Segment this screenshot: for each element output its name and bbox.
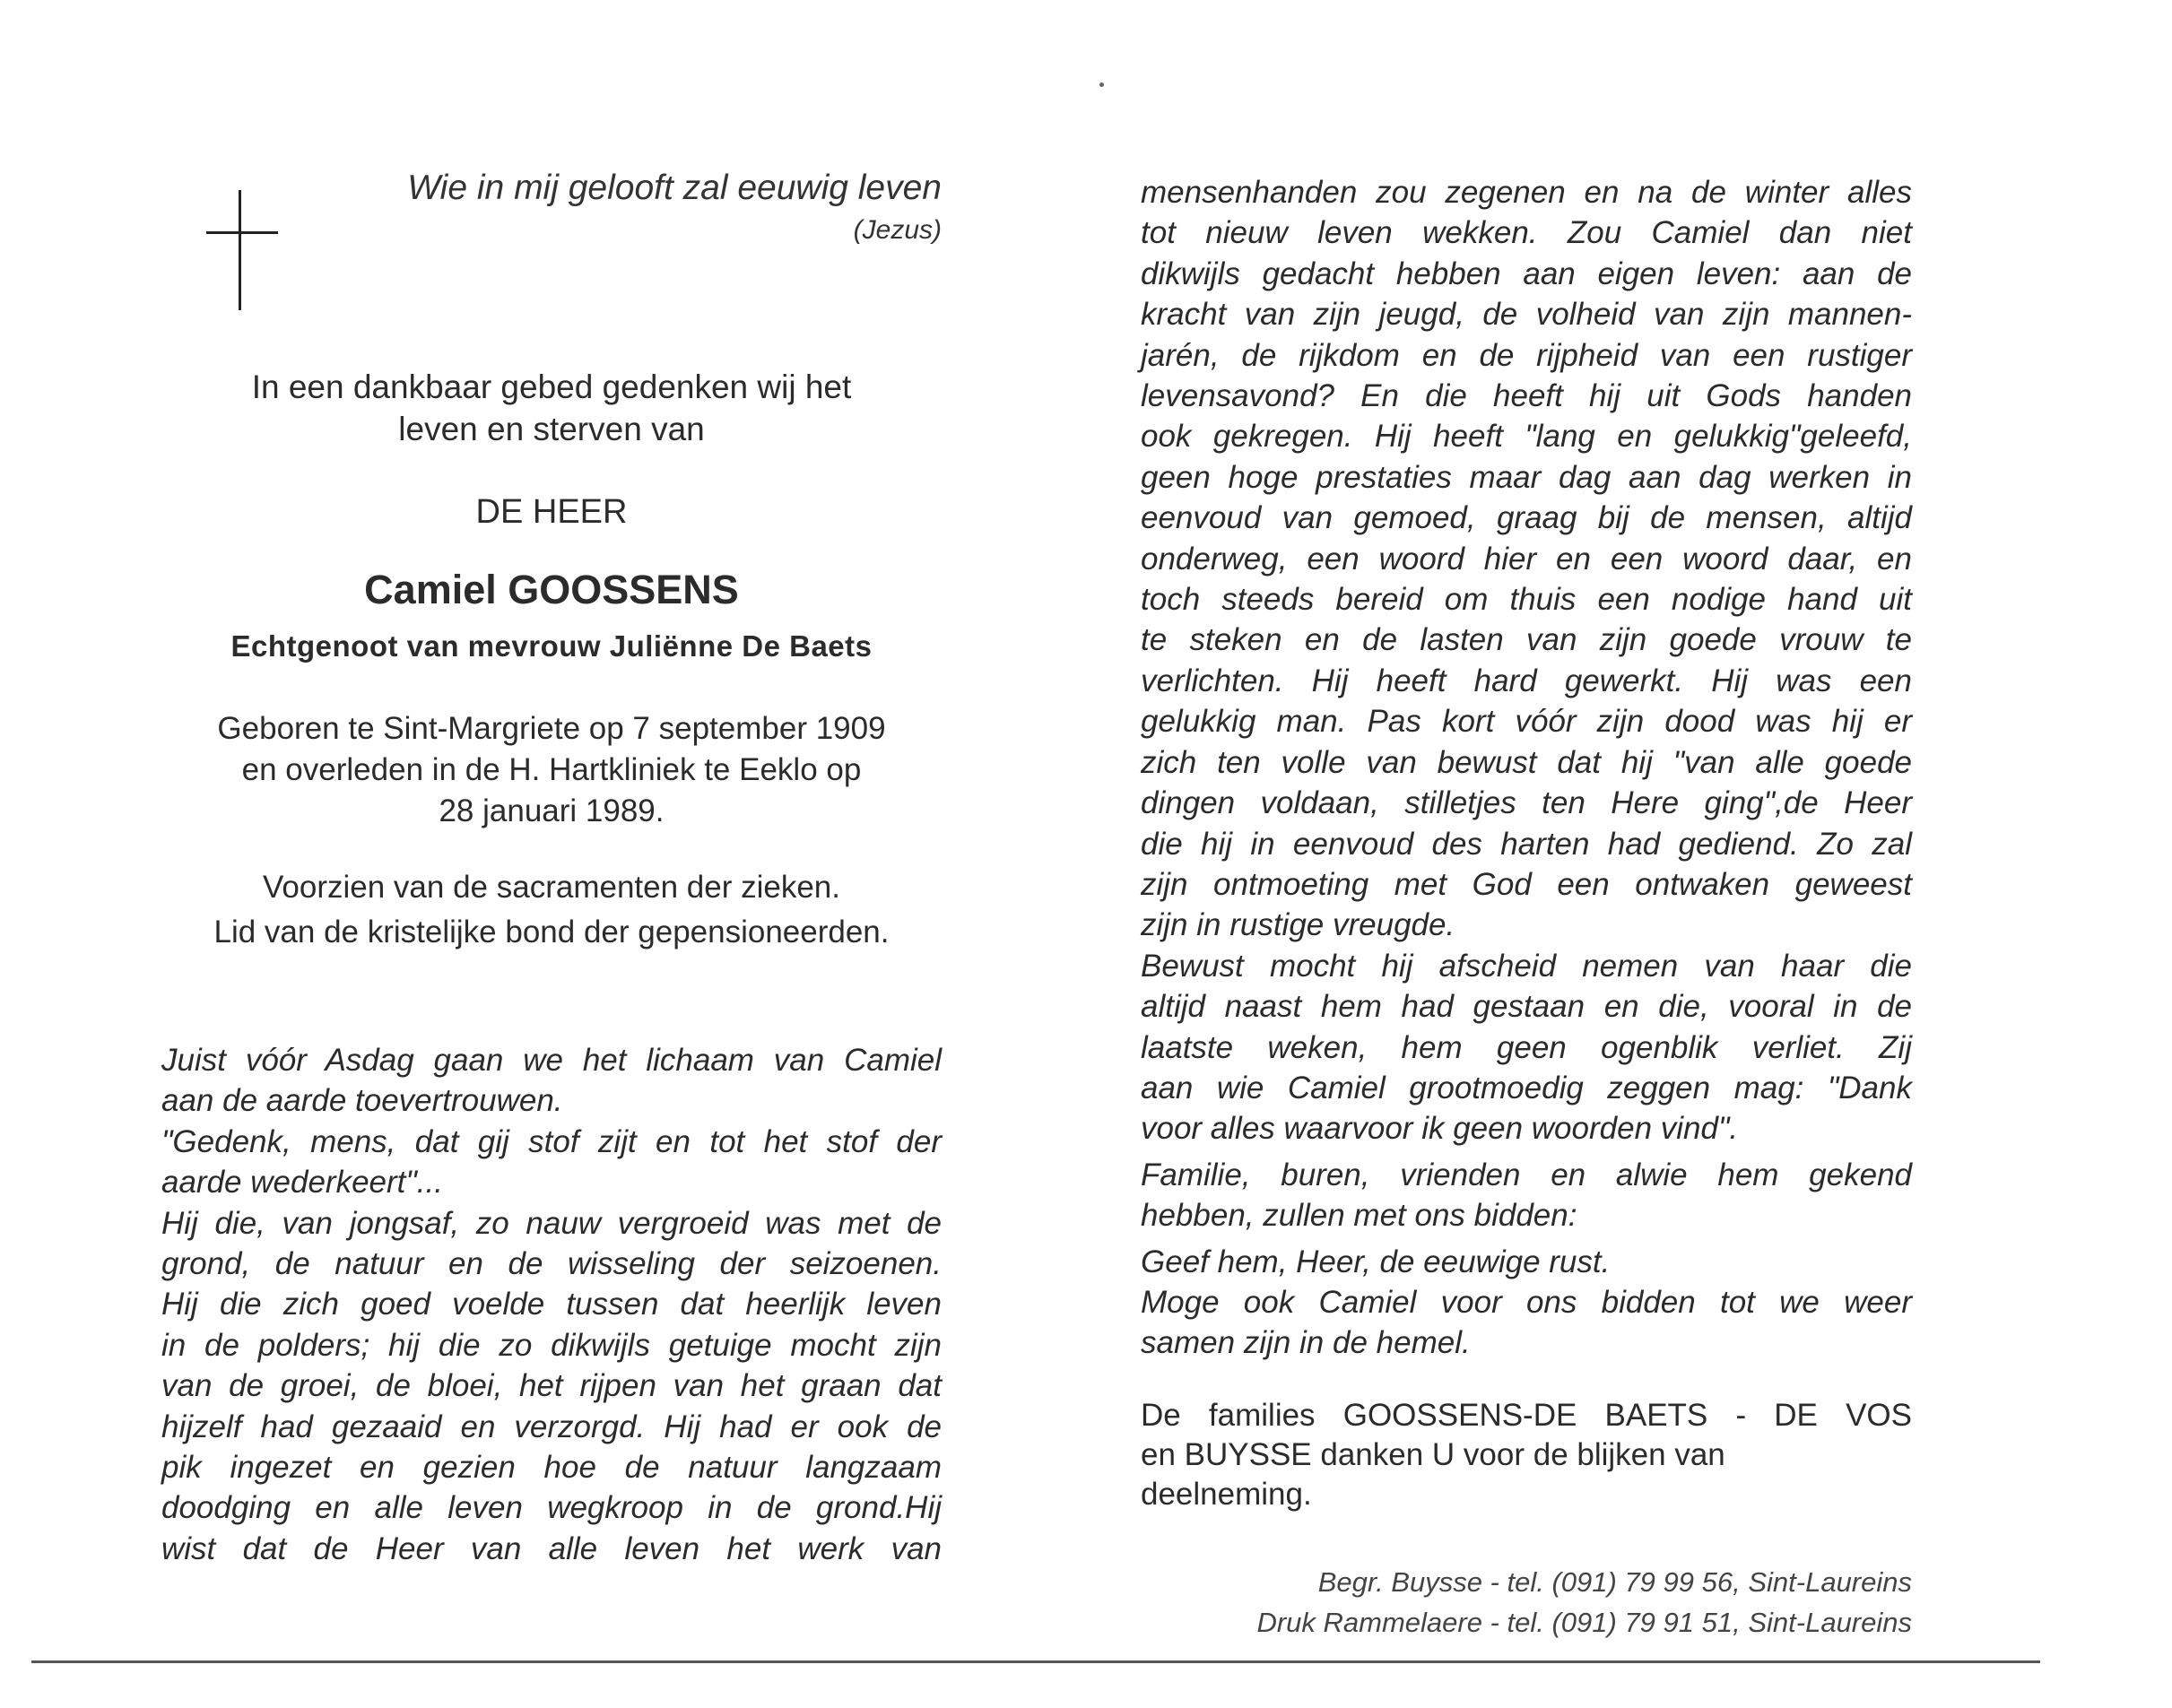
deceased-name: Camiel GOOSSENS bbox=[364, 567, 739, 612]
families-line: deelneming. bbox=[1141, 1477, 1312, 1512]
text-line: hijzelf had gezaaid en verzorgd. Hij had er ook de bbox=[161, 1409, 942, 1444]
text-line: voor alles waarvoor ik geen woorden vind". bbox=[1141, 1111, 1739, 1147]
family-thanks bbox=[1141, 1396, 1912, 1514]
spouse-line: Echtgenoot van mevrouw Juliënne De Baets bbox=[230, 629, 873, 663]
text-line: gelukkig man. Pas kort vóór zijn dood was hij er bbox=[1141, 704, 1912, 740]
text-line: Moge ook Camiel voor ons bidden tot we weer bbox=[1141, 1284, 1912, 1320]
text-line: verlichten. Hij heeft hard gewerkt. Hij was een bbox=[1141, 663, 1912, 698]
text-line: die hij in eenvoud des harten had gediend. Zo zal bbox=[1141, 826, 1912, 862]
text-line: laatste weken, hem geen ogenblik verliet. Zij bbox=[1141, 1029, 1912, 1065]
printer-credits bbox=[1141, 1562, 1912, 1643]
printer-line: Druk Rammelaere - tel. (091) 79 91 51, Sint-Laureins bbox=[1256, 1607, 1912, 1638]
text-line: aan wie Camiel grootmoedig zeggen mag: "Dank bbox=[1141, 1070, 1912, 1105]
text-line: geen hoge prestaties maar dag aan dag werken in bbox=[1141, 459, 1912, 495]
text-line: aan de aarde toevertrouwen. bbox=[161, 1083, 563, 1119]
text-line: Bewust mocht hij afscheid nemen van haar die bbox=[1141, 948, 1912, 984]
cross-icon bbox=[206, 190, 278, 310]
print-speck bbox=[1099, 82, 1104, 87]
text-line: tot nieuw leven wekken. Zou Camiel dan niet bbox=[1141, 215, 1912, 251]
text-line: altijd naast hem had gestaan en die, vooral in de bbox=[1141, 989, 1912, 1025]
sacraments-line: Lid van de kristelijke bond der gepensioneerden. bbox=[213, 915, 890, 949]
text-line: grond, de natuur en de wisseling der seizoenen. bbox=[161, 1246, 942, 1282]
text-line: van de groei, de bloei, het rijpen van het graan dat bbox=[161, 1368, 942, 1404]
intro-text bbox=[161, 366, 942, 450]
text-line: dikwijls gedacht hebben aan eigen leven: aan de bbox=[1141, 256, 1912, 291]
right-body-text bbox=[1141, 172, 1912, 1364]
text-line: doodging en alle leven wegkroop in de grond.Hij bbox=[161, 1490, 942, 1526]
text-line: jarén, de rijkdom en de rijpheid van een rustiger bbox=[1141, 337, 1912, 373]
sacraments-info bbox=[161, 865, 942, 955]
text-line: wist dat de Heer van alle leven het werk van bbox=[161, 1530, 942, 1566]
birth-line: Geboren te Sint-Margriete op 7 september 1909 bbox=[217, 711, 886, 746]
text-line: zich ten volle van bewust dat hij "van alle goede bbox=[1141, 744, 1912, 780]
text-line: pik ingezet en gezien hoe de natuur langzaam bbox=[161, 1450, 942, 1486]
intro-line: In een dankbaar gebed gedenken wij het bbox=[251, 368, 852, 405]
bottom-edge-line bbox=[31, 1660, 2040, 1663]
birth-line: 28 januari 1989. bbox=[439, 793, 665, 828]
text-line: ook gekregen. Hij heeft "lang en gelukkig"geleefd, bbox=[1141, 419, 1912, 455]
text-line: Geef hem, Heer, de eeuwige rust. bbox=[1141, 1244, 1611, 1279]
birth-death-info bbox=[161, 708, 942, 832]
quote-source: (Jezus) bbox=[853, 215, 942, 245]
text-line: hebben, zullen met ons bidden: bbox=[1141, 1198, 1577, 1234]
text-line: Familie, buren, vrienden en alwie hem gekend bbox=[1141, 1157, 1912, 1192]
families-line: De families GOOSSENS-DE BAETS - DE VOS bbox=[1141, 1398, 1912, 1433]
text-line: eenvoud van gemoed, graag bij de mensen, altijd bbox=[1141, 500, 1912, 536]
text-line: in de polders; hij die zo dikwijls getuige mocht zijn bbox=[161, 1327, 942, 1363]
text-line: toch steeds bereid om thuis een nodige hand uit bbox=[1141, 582, 1912, 618]
intro-line: leven en sterven van bbox=[398, 411, 705, 447]
quote-text: Wie in mij gelooft zal eeuwig leven bbox=[407, 169, 942, 207]
text-line: levensavond? En die heeft hij uit Gods handen bbox=[1141, 378, 1912, 414]
text-line: onderweg, een woord hier en een woord daar, en bbox=[1141, 541, 1912, 577]
text-line: zijn ontmoeting met God een ontwaken geweest bbox=[1141, 866, 1912, 902]
text-line: kracht van zijn jeugd, de volheid van zijn mannen- bbox=[1141, 297, 1912, 333]
text-line: "Gedenk, mens, dat gij stof zijt en tot het stof der bbox=[161, 1123, 942, 1159]
text-line: mensenhanden zou zegenen en na de winter alles bbox=[1141, 175, 1912, 210]
honorific-title: DE HEER bbox=[475, 493, 628, 531]
undertaker-line: Begr. Buysse - tel. (091) 79 99 56, Sint-Laureins bbox=[1317, 1566, 1912, 1598]
birth-line: en overleden in de H. Hartkliniek te Eeklo op bbox=[241, 752, 862, 787]
text-line: zijn in rustige vreugde. bbox=[1141, 907, 1455, 943]
text-line: dingen voldaan, stilletjes ten Here ging",de Heer bbox=[1141, 785, 1912, 821]
text-line: Hij die zich goed voelde tussen dat heerlijk leven bbox=[161, 1287, 942, 1322]
left-body-text bbox=[161, 1040, 942, 1569]
text-line: Juist vóór Asdag gaan we het lichaam van Camiel bbox=[161, 1043, 942, 1078]
sacraments-line: Voorzien van de sacramenten der zieken. bbox=[263, 870, 840, 905]
families-line: en BUYSSE danken U voor de blijken van bbox=[1141, 1437, 1725, 1472]
text-line: te steken en de lasten van zijn goede vrouw te bbox=[1141, 622, 1912, 658]
text-line: aarde wederkeert"... bbox=[161, 1165, 443, 1201]
text-line: Hij die, van jongsaf, zo nauw vergroeid was met de bbox=[161, 1205, 942, 1241]
text-line: samen zijn in de hemel. bbox=[1141, 1325, 1471, 1361]
